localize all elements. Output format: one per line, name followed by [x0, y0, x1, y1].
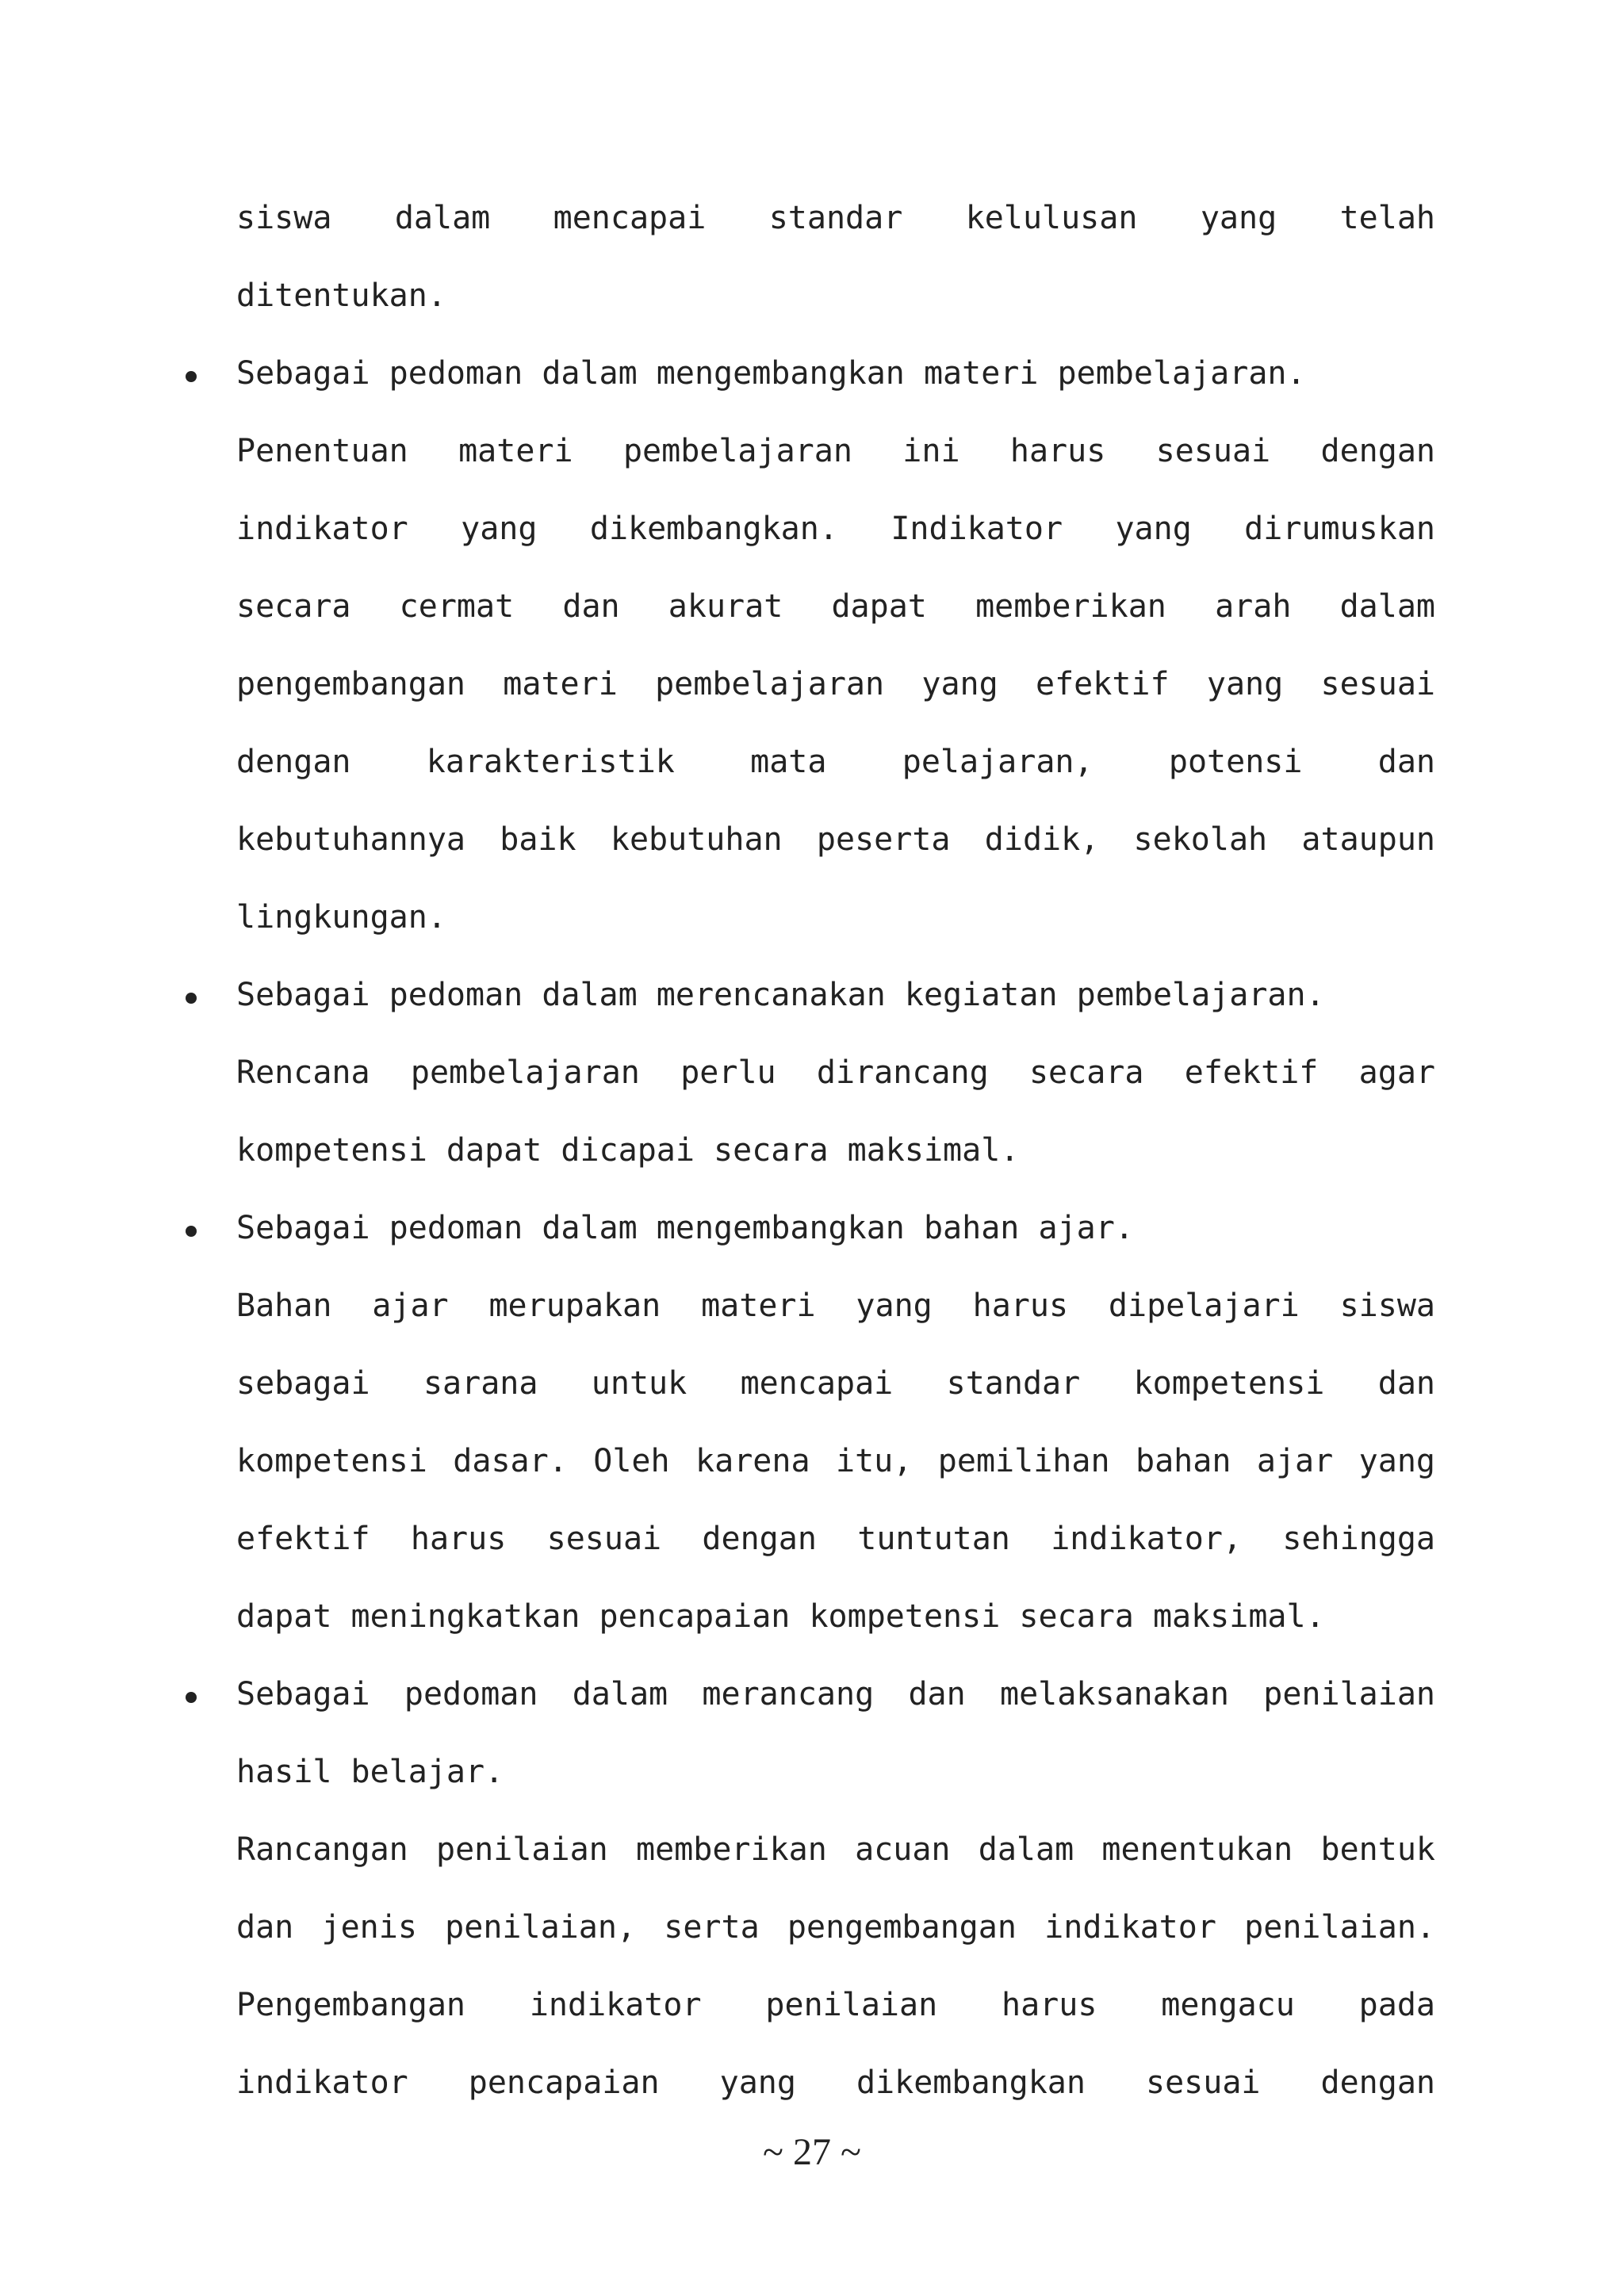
bullet-item-heading: Sebagai pedoman dalam merencanakan kegiatan pembelajaran.: [236, 977, 1325, 1013]
text-line: sebagai sarana untuk mencapai standar kompetensi dan: [236, 1365, 1435, 1402]
text-line: dengan karakteristik mata pelajaran, potensi dan: [236, 744, 1435, 780]
bullet-icon: [186, 1692, 197, 1703]
text-line: Rencana pembelajaran perlu dirancang secara efektif agar: [236, 1054, 1435, 1091]
text-line: Bahan ajar merupakan materi yang harus dipelajari siswa: [236, 1288, 1435, 1324]
text-line: Rancangan penilaian memberikan acuan dalam menentukan bentuk: [236, 1831, 1435, 1868]
text-line: indikator pencapaian yang dikembangkan sesuai dengan: [236, 2064, 1435, 2101]
bullet-icon: [186, 371, 197, 382]
text-line: kebutuhannya baik kebutuhan peserta didik, sekolah ataupun: [236, 821, 1435, 858]
text-line: kompetensi dasar. Oleh karena itu, pemilihan bahan ajar yang: [236, 1443, 1435, 1479]
bullet-icon: [186, 1226, 197, 1237]
text-line: pengembangan materi pembelajaran yang efektif yang sesuai: [236, 666, 1435, 702]
text-line: dan jenis penilaian, serta pengembangan indikator penilaian.: [236, 1909, 1435, 1946]
text-line: secara cermat dan akurat dapat memberikan arah dalam: [236, 588, 1435, 625]
text-line: indikator yang dikembangkan. Indikator yang dirumuskan: [236, 511, 1435, 547]
text-line: lingkungan.: [236, 899, 446, 936]
text-line: Pengembangan indikator penilaian harus mengacu pada: [236, 1987, 1435, 2023]
text-line: Penentuan materi pembelajaran ini harus sesuai dengan: [236, 433, 1435, 469]
text-line: hasil belajar.: [236, 1754, 504, 1790]
text-line: efektif harus sesuai dengan tuntutan indikator, sehingga: [236, 1521, 1435, 1557]
bullet-item-heading: Sebagai pedoman dalam mengembangkan bahan ajar.: [236, 1210, 1134, 1246]
bullet-item-heading: Sebagai pedoman dalam mengembangkan materi pembelajaran.: [236, 355, 1306, 392]
text-line: ditentukan.: [236, 277, 446, 314]
bullet-icon: [186, 993, 197, 1004]
bullet-item-heading: Sebagai pedoman dalam merancang dan melaksanakan penilaian: [236, 1676, 1435, 1712]
page-number: ~ 27 ~: [763, 2131, 861, 2173]
text-line: dapat meningkatkan pencapaian kompetensi secara maksimal.: [236, 1598, 1325, 1635]
text-line: siswa dalam mencapai standar kelulusan yang telah: [236, 200, 1435, 236]
text-line: kompetensi dapat dicapai secara maksimal.: [236, 1132, 1020, 1169]
